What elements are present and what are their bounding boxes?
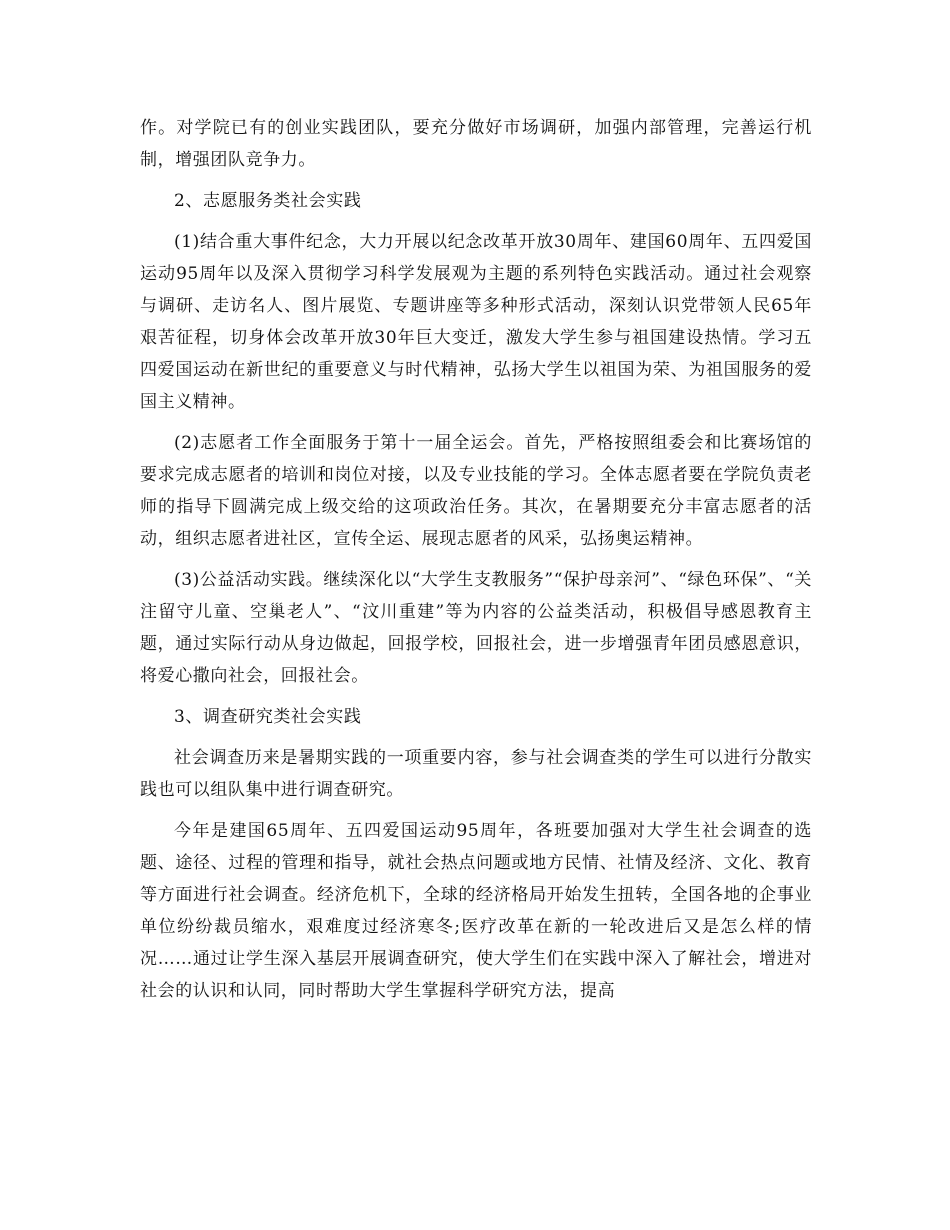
paragraph-item-3: (3)公益活动实践。继续深化以“大学生支教服务”“保护母亲河”、“绿色环保”、“关注留守儿童、空巢老人”、“汶川重建”等为内容的公益类活动，积极倡导感恩教育主题，通过实际行动从身边做起，回报学校，回报社会，进一步增强青年团员感恩意识，将爱心撒向社会，回报社会。 [140, 570, 812, 686]
document-body [140, 112, 812, 1016]
section-heading-survey-research: 3、调查研究类社会实践 [174, 707, 362, 727]
paragraph-item-2: (2)志愿者工作全面服务于第十一届全运会。首先，严格按照组委会和比赛场馆的要求完成志愿者的培训和岗位对接，以及专业技能的学习。全体志愿者要在学院负责老师的指导下圆满完成上级交给的这项政治任务。其次，在暑期要充分丰富志愿者的活动，组织志愿者进社区，宣传全运、展现志愿者的风采，弘扬奥运精神。 [140, 433, 812, 549]
section-heading-volunteer-service: 2、志愿服务类社会实践 [174, 191, 362, 211]
paragraph-item-1: (1)结合重大事件纪念，大力开展以纪念改革开放30周年、建国60周年、五四爱国运动95周年以及深入贯彻学习科学发展观为主题的系列特色实践活动。通过社会观察与调研、走访名人、图片展览、专题讲座等多种形式活动，深刻认识党带领人民65年艰苦征程，切身体会改革开放30年巨大变迁，激发大学生参与祖国建设热情。学习五四爱国运动在新世纪的重要意义与时代精神，弘扬大学生以祖国为荣、为祖国服务的爱国主义精神。 [140, 232, 812, 412]
paragraph-continuation: 作。对学院已有的创业实践团队，要充分做好市场调研，加强内部管理，完善运行机制，增强团队竞争力。 [140, 118, 812, 170]
paragraph-survey-detail: 今年是建国65周年、五四爱国运动95周年，各班要加强对大学生社会调查的选题、途径、过程的管理和指导，就社会热点问题或地方民情、社情及经济、文化、教育等方面进行社会调查。经济危机下，全球的经济格局开始发生扭转，全国各地的企事业单位纷纷裁员缩水，艰难度过经济寒冬;医疗改革在新的一轮改进后又是怎么样的情况……通过让学生深入基层开展调查研究，使大学生们在实践中深入了解社会，增进对社会的认识和认同，同时帮助大学生掌握科学研究方法，提高 [140, 821, 812, 1001]
paragraph-survey-intro: 社会调查历来是暑期实践的一项重要内容，参与社会调查类的学生可以进行分散实践也可以组队集中进行调查研究。 [140, 748, 812, 800]
